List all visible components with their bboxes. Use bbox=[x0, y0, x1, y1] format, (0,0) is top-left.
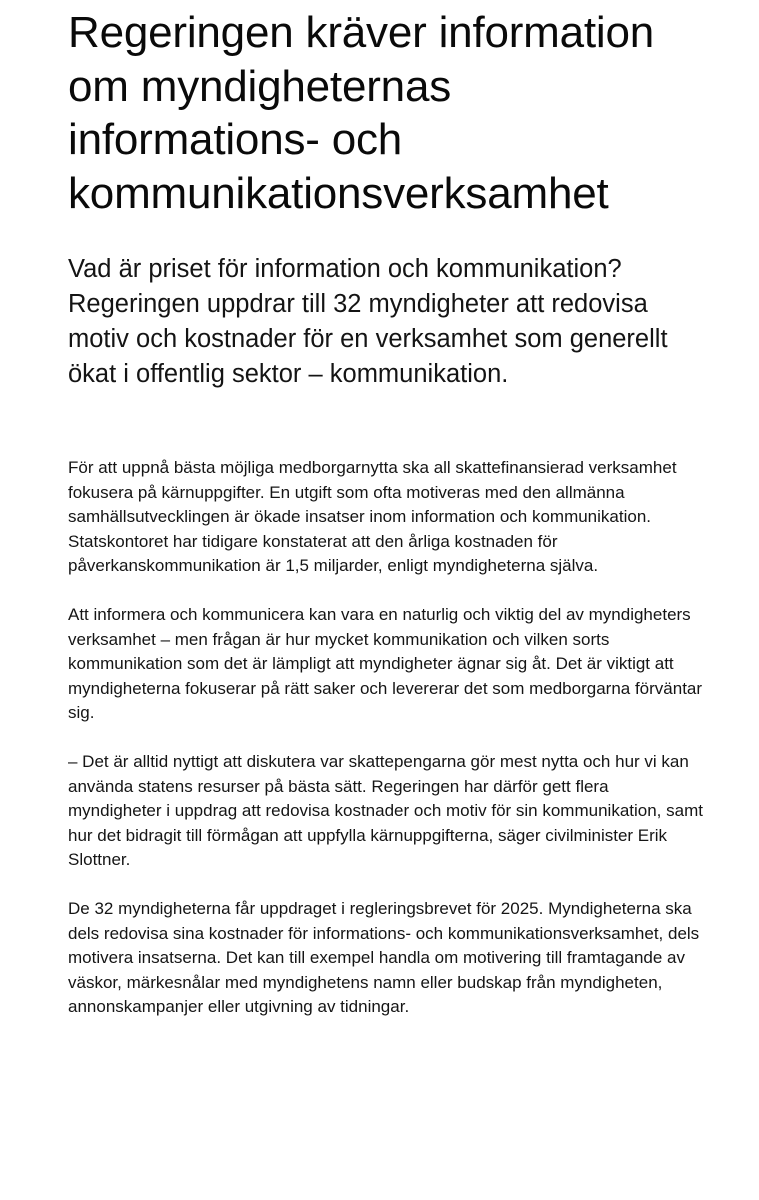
body-paragraph-3-quote: – Det är alltid nyttigt att diskutera var skattepengarna gör mest nytta och hur vi kan använda statens resurser på bästa sätt. Regeringen har därför gett flera myndigheter i uppdrag att redovisa kostnader och motiv för sin kommunikation, samt hur det bidragit till förmågan att uppfylla kärnuppgifterna, säger civilminister Erik Slottner. bbox=[68, 751, 703, 870]
body-paragraph-1: För att uppnå bästa möjliga medborgarnytta ska all skattefinansierad verksamhet fokusera på kärnuppgifter. En utgift som ofta motiveras med den allmänna samhällsutvecklingen är ökade insatser inom information och kommunikation. Statskontoret har tidigare konstaterat att den årliga kostnaden för påverkanskommunikation är 1,5 miljarder, enligt myndigheterna själva. bbox=[68, 458, 677, 576]
body-paragraph-4: De 32 myndigheterna får uppdraget i regleringsbrevet för 2025. Myndigheterna ska dels redovisa sina kostnader för informations- och kommunikationsverksamhet, dels motivera insatserna. Det kan till exempel handla om motivering till framtagande av väskor, märkesnålar med myndighetens namn eller budskap från myndigheten, annonskampanjer eller utgivning av tidningar. bbox=[68, 898, 700, 1017]
article-body bbox=[68, 456, 703, 1020]
article-lead: Vad är priset för information och kommunikation? Regeringen uppdrar till 32 myndigheter att redovisa motiv och kostnader för en verksamhet som generellt ökat i offentlig sektor – kommunikation. bbox=[68, 255, 668, 388]
article-headline: Regeringen kräver information om myndigheternas informations- och kommunikationsverksamhet bbox=[68, 8, 655, 218]
body-paragraph-2: Att informera och kommunicera kan vara en naturlig och viktig del av myndigheters verksamhet – men frågan är hur mycket kommunikation och vilken sorts kommunikation som det är lämpligt att myndigheter ägnar sig åt. Det är viktigt att myndigheterna fokuserar på rätt saker och levererar det som medborgarna förväntar sig. bbox=[68, 604, 703, 723]
